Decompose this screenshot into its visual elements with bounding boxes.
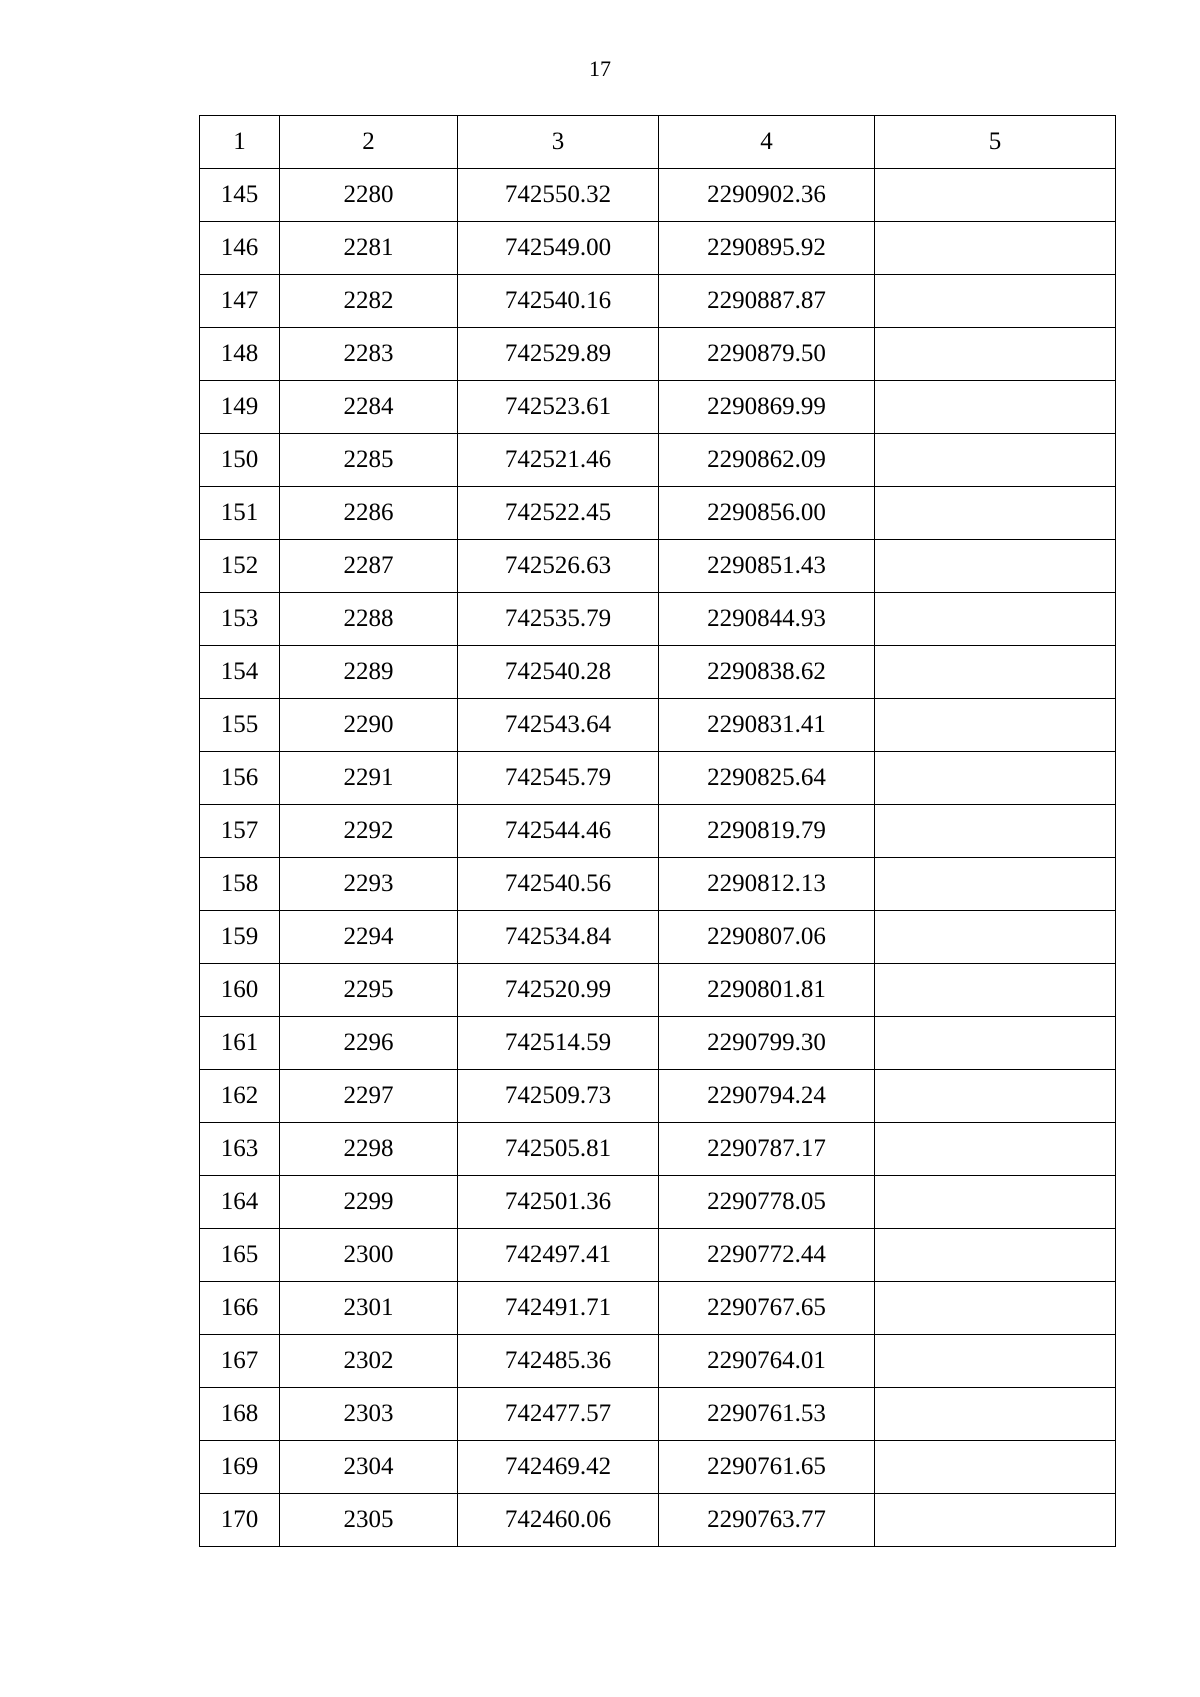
row-number-cell: 155	[200, 699, 280, 752]
x-coordinate-cell: 742497.41	[458, 1229, 659, 1282]
point-number-cell: 2294	[280, 911, 458, 964]
note-cell	[875, 1282, 1116, 1335]
note-cell	[875, 752, 1116, 805]
note-cell	[875, 222, 1116, 275]
y-coordinate-cell: 2290812.13	[659, 858, 875, 911]
table-row	[200, 222, 1116, 275]
table-row	[200, 1335, 1116, 1388]
y-coordinate-cell: 2290856.00	[659, 487, 875, 540]
point-number-cell: 2298	[280, 1123, 458, 1176]
row-number-cell: 156	[200, 752, 280, 805]
x-coordinate-cell: 742540.16	[458, 275, 659, 328]
y-coordinate-cell: 2290838.62	[659, 646, 875, 699]
x-coordinate-cell: 742544.46	[458, 805, 659, 858]
row-number-cell: 157	[200, 805, 280, 858]
row-number-cell: 145	[200, 169, 280, 222]
y-coordinate-cell: 2290807.06	[659, 911, 875, 964]
row-number-cell: 165	[200, 1229, 280, 1282]
point-number-cell: 2285	[280, 434, 458, 487]
x-coordinate-cell: 742514.59	[458, 1017, 659, 1070]
point-number-cell: 2282	[280, 275, 458, 328]
y-coordinate-cell: 2290887.87	[659, 275, 875, 328]
x-coordinate-cell: 742540.56	[458, 858, 659, 911]
note-cell	[875, 487, 1116, 540]
y-coordinate-cell: 2290902.36	[659, 169, 875, 222]
row-number-cell: 160	[200, 964, 280, 1017]
y-coordinate-cell: 2290825.64	[659, 752, 875, 805]
note-cell	[875, 1229, 1116, 1282]
note-cell	[875, 1441, 1116, 1494]
table-row	[200, 1388, 1116, 1441]
point-number-cell: 2286	[280, 487, 458, 540]
table-row	[200, 169, 1116, 222]
point-number-cell: 2302	[280, 1335, 458, 1388]
point-number-cell: 2303	[280, 1388, 458, 1441]
x-coordinate-cell: 742526.63	[458, 540, 659, 593]
row-number-cell: 161	[200, 1017, 280, 1070]
point-number-cell: 2300	[280, 1229, 458, 1282]
row-number-cell: 150	[200, 434, 280, 487]
note-cell	[875, 964, 1116, 1017]
page-number: 17	[589, 56, 611, 81]
point-number-cell: 2296	[280, 1017, 458, 1070]
note-cell	[875, 646, 1116, 699]
table-row	[200, 275, 1116, 328]
note-cell	[875, 275, 1116, 328]
row-number-cell: 154	[200, 646, 280, 699]
point-number-cell: 2299	[280, 1176, 458, 1229]
row-number-cell: 170	[200, 1494, 280, 1547]
row-number-cell: 164	[200, 1176, 280, 1229]
point-number-cell: 2281	[280, 222, 458, 275]
y-coordinate-cell: 2290801.81	[659, 964, 875, 1017]
point-number-cell: 2305	[280, 1494, 458, 1547]
y-coordinate-cell: 2290767.65	[659, 1282, 875, 1335]
note-cell	[875, 434, 1116, 487]
point-number-cell: 2290	[280, 699, 458, 752]
row-number-cell: 158	[200, 858, 280, 911]
row-number-cell: 169	[200, 1441, 280, 1494]
point-number-cell: 2304	[280, 1441, 458, 1494]
note-cell	[875, 1123, 1116, 1176]
y-coordinate-cell: 2290851.43	[659, 540, 875, 593]
x-coordinate-cell: 742505.81	[458, 1123, 659, 1176]
note-cell	[875, 699, 1116, 752]
x-coordinate-cell: 742485.36	[458, 1335, 659, 1388]
note-cell	[875, 1070, 1116, 1123]
y-coordinate-cell: 2290764.01	[659, 1335, 875, 1388]
y-coordinate-cell: 2290761.65	[659, 1441, 875, 1494]
note-cell	[875, 1017, 1116, 1070]
row-number-cell: 168	[200, 1388, 280, 1441]
x-coordinate-cell: 742540.28	[458, 646, 659, 699]
note-cell	[875, 540, 1116, 593]
y-coordinate-cell: 2290862.09	[659, 434, 875, 487]
note-cell	[875, 1335, 1116, 1388]
y-coordinate-cell: 2290794.24	[659, 1070, 875, 1123]
table-row	[200, 1176, 1116, 1229]
table-row	[200, 1229, 1116, 1282]
table-row	[200, 1070, 1116, 1123]
table-body	[200, 116, 1116, 1547]
table-row	[200, 1441, 1116, 1494]
x-coordinate-cell: 742491.71	[458, 1282, 659, 1335]
point-number-cell: 2289	[280, 646, 458, 699]
table-row	[200, 593, 1116, 646]
table-row	[200, 752, 1116, 805]
note-cell	[875, 169, 1116, 222]
table-row	[200, 699, 1116, 752]
table-row	[200, 964, 1116, 1017]
note-cell	[875, 328, 1116, 381]
row-number-cell: 163	[200, 1123, 280, 1176]
header-cell-4: 4	[659, 116, 875, 169]
coordinates-table	[199, 115, 1116, 1547]
point-number-cell: 2291	[280, 752, 458, 805]
x-coordinate-cell: 742550.32	[458, 169, 659, 222]
x-coordinate-cell: 742535.79	[458, 593, 659, 646]
table-row	[200, 911, 1116, 964]
note-cell	[875, 858, 1116, 911]
note-cell	[875, 1494, 1116, 1547]
x-coordinate-cell: 742477.57	[458, 1388, 659, 1441]
x-coordinate-cell: 742529.89	[458, 328, 659, 381]
table-row	[200, 1017, 1116, 1070]
y-coordinate-cell: 2290895.92	[659, 222, 875, 275]
row-number-cell: 159	[200, 911, 280, 964]
table-header-row	[200, 116, 1116, 169]
y-coordinate-cell: 2290799.30	[659, 1017, 875, 1070]
point-number-cell: 2287	[280, 540, 458, 593]
note-cell	[875, 593, 1116, 646]
table-row	[200, 805, 1116, 858]
header-cell-3: 3	[458, 116, 659, 169]
table-row	[200, 328, 1116, 381]
table-row	[200, 381, 1116, 434]
y-coordinate-cell: 2290787.17	[659, 1123, 875, 1176]
point-number-cell: 2288	[280, 593, 458, 646]
x-coordinate-cell: 742523.61	[458, 381, 659, 434]
row-number-cell: 153	[200, 593, 280, 646]
table-row	[200, 540, 1116, 593]
x-coordinate-cell: 742520.99	[458, 964, 659, 1017]
row-number-cell: 167	[200, 1335, 280, 1388]
note-cell	[875, 911, 1116, 964]
x-coordinate-cell: 742460.06	[458, 1494, 659, 1547]
table-row	[200, 434, 1116, 487]
y-coordinate-cell: 2290879.50	[659, 328, 875, 381]
table-row	[200, 646, 1116, 699]
y-coordinate-cell: 2290761.53	[659, 1388, 875, 1441]
x-coordinate-cell: 742501.36	[458, 1176, 659, 1229]
x-coordinate-cell: 742534.84	[458, 911, 659, 964]
point-number-cell: 2295	[280, 964, 458, 1017]
y-coordinate-cell: 2290763.77	[659, 1494, 875, 1547]
x-coordinate-cell: 742521.46	[458, 434, 659, 487]
note-cell	[875, 1176, 1116, 1229]
point-number-cell: 2301	[280, 1282, 458, 1335]
point-number-cell: 2283	[280, 328, 458, 381]
row-number-cell: 146	[200, 222, 280, 275]
x-coordinate-cell: 742469.42	[458, 1441, 659, 1494]
point-number-cell: 2284	[280, 381, 458, 434]
y-coordinate-cell: 2290772.44	[659, 1229, 875, 1282]
table-row	[200, 487, 1116, 540]
row-number-cell: 148	[200, 328, 280, 381]
y-coordinate-cell: 2290778.05	[659, 1176, 875, 1229]
y-coordinate-cell: 2290819.79	[659, 805, 875, 858]
table-row	[200, 1282, 1116, 1335]
point-number-cell: 2297	[280, 1070, 458, 1123]
point-number-cell: 2292	[280, 805, 458, 858]
header-cell-5: 5	[875, 116, 1116, 169]
point-number-cell: 2280	[280, 169, 458, 222]
point-number-cell: 2293	[280, 858, 458, 911]
x-coordinate-cell: 742545.79	[458, 752, 659, 805]
row-number-cell: 151	[200, 487, 280, 540]
y-coordinate-cell: 2290869.99	[659, 381, 875, 434]
header-cell-1: 1	[200, 116, 280, 169]
row-number-cell: 147	[200, 275, 280, 328]
note-cell	[875, 1388, 1116, 1441]
row-number-cell: 149	[200, 381, 280, 434]
y-coordinate-cell: 2290844.93	[659, 593, 875, 646]
y-coordinate-cell: 2290831.41	[659, 699, 875, 752]
x-coordinate-cell: 742509.73	[458, 1070, 659, 1123]
row-number-cell: 166	[200, 1282, 280, 1335]
table-row	[200, 1494, 1116, 1547]
row-number-cell: 162	[200, 1070, 280, 1123]
x-coordinate-cell: 742543.64	[458, 699, 659, 752]
note-cell	[875, 805, 1116, 858]
table-row	[200, 1123, 1116, 1176]
x-coordinate-cell: 742549.00	[458, 222, 659, 275]
x-coordinate-cell: 742522.45	[458, 487, 659, 540]
row-number-cell: 152	[200, 540, 280, 593]
table-row	[200, 858, 1116, 911]
header-cell-2: 2	[280, 116, 458, 169]
note-cell	[875, 381, 1116, 434]
